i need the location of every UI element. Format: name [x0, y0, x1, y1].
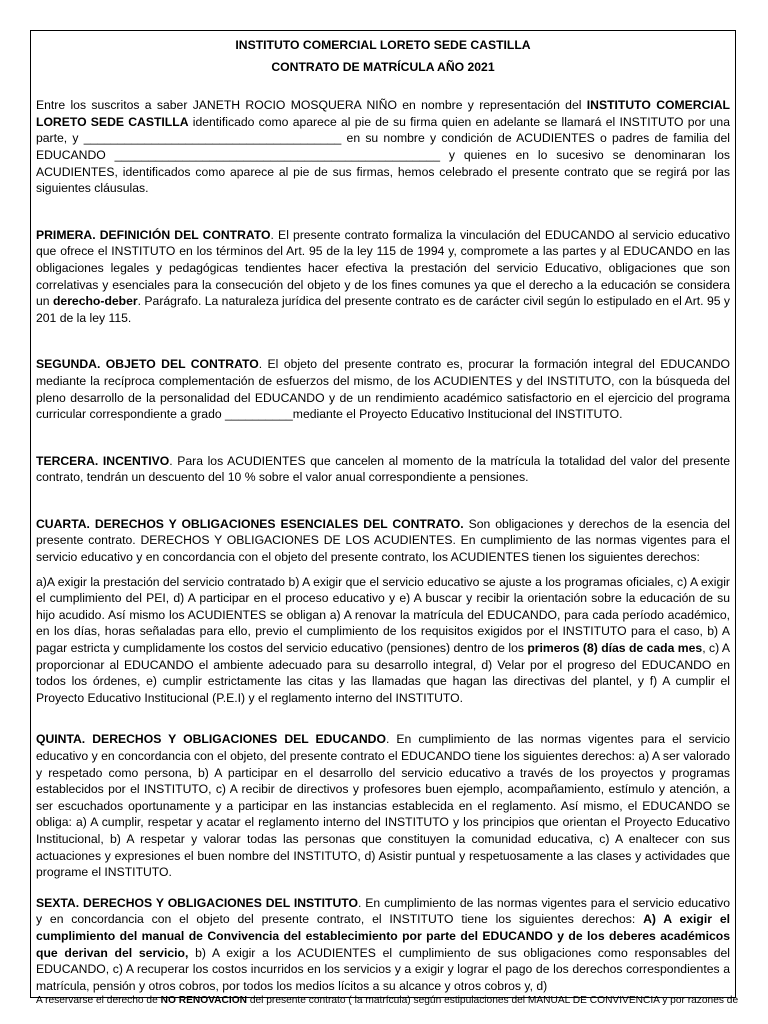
clause-cuarta-list-text: a)A exigir la prestación del servicio contratado b) A exigir que el servicio educativo se ajuste a los programas oficiales, c) A exigir el cumplimiento del PEI, d) A participar en el proceso educativo y e) A buscar y recibir la orientación sobre la educación de su hijo acudido. Así mismo los ACUDIENTES se obligan a) A renovar la matrícula del EDUCANDO, para cada período académico, en los días, horas señaladas para ello, previo el cumplimiento de los requisitos exigidos por el INSTITUTO para el caso, b) A pagar estricta y cumplidamente los costos del servicio educativo (pensiones) dentro de los	[36, 574, 730, 656]
clause-quinta	[36, 731, 730, 880]
clause-sexta-last-text: A reservarse el derecho de	[36, 995, 161, 1007]
clause-cuarta-text: Son obligaciones y derechos de la esencia del presente contrato. DERECHOS Y OBLIGACIONES DE LOS ACUDIENTES. En cumplimiento de las normas vigentes para el servicio educativo y en concordancia con el objeto del presente contrato, los ACUDIENTES tienen los siguientes derechos:	[36, 516, 730, 565]
intro-text-cont: identificado como aparece al pie de su firma quien en adelante se llamará el INSTITUTO por una parte, y ______________________________________ en su nombre y condición de ACUDIENTES o padres de familia del EDUCANDO ________________________________________________ y quienes en lo sucesivo se denominaran los ACUDIENTES, identificados como aparece al pie de sus firmas, hemos celebrado el presente contrato que se regirá por las siguientes cláusulas.	[36, 114, 730, 196]
clause-sexta-text-cont: b) A exigir a los ACUDIENTES el cumplimiento de sus obligaciones como responsables del EDUCANDO, c) A recuperar los costos incurridos en los servicios y a exigir y lograr el pago de los derechos correspondientes a matrícula, pensión y otros cobros, por todos los medios lícitos a su alcance y otros cobros y, d)	[36, 945, 731, 993]
document-content	[36, 37, 739, 1007]
intro-text: Entre los suscritos a saber JANETH ROCIO MOSQUERA NIÑO en nombre y representación del	[36, 98, 587, 113]
clause-quinta-text: . En cumplimiento de las normas vigentes para el servicio educativo y en concordancia con el objeto, del presente contrato el EDUCANDO tiene los siguientes derechos: a) A ser valorado y respetado como persona, b) A participar en el desarrollo del servicio educativo a través de los proyectos y programas establecidos por el INSTITUTO, c) A recibir de directivos y profesores buen ejemplo, acompañamiento, estímulo y atención, a ser escuchados oportunamente y a participar en las instancias establecida en el reglamento. Así mismo, el EDUCANDO se obliga: a) A cumplir, respetar y acatar el reglamento interno del INSTITUTO y los principios que orientan el Proyecto Educativo Institucional, b) A respetar y valorar todas las personas que constituyen la comunidad educativa, c) A enaltecer con sus actuaciones y expresiones el buen nombre del INSTITUTO, d) Asistir puntual y respetuosamente a las clases y actividades que programe el INSTITUTO.	[36, 732, 730, 880]
intro-institute-name: INSTITUTO COMERCIAL LORETO SEDE CASTILLA	[36, 98, 731, 129]
clause-cuarta-emphasis: primeros (8) días de cada mes	[527, 641, 703, 656]
clause-cuarta-list	[36, 574, 730, 707]
clause-cuarta-list-text-cont: , c) A proporcionar al EDUCANDO el ambiente adecuado para su desarrollo integral, d) Velar por el progreso del EDUCANDO en todos los órdenes, e) cumplir estrictamente las citas y las llamadas que hagan las directivas del plantel, y f) A cumplir el Proyecto Educativo Institucional (P.E.I) y el reglamento interno del INSTITUTO.	[36, 641, 730, 705]
clause-tercera-text: . Para los ACUDIENTES que cancelen al momento de la matrícula la totalidad del valor del presente contrato, tendrán un descuento del 10 % sobre el valor anual correspondiente a pensiones.	[36, 453, 730, 485]
clause-primera-text-cont: . Parágrafo. La naturaleza jurídica del presente contrato es de carácter civil según lo estipulado en el Art. 95 y 201 de la ley 115.	[36, 294, 730, 325]
clause-sexta	[36, 895, 730, 995]
clause-primera-emphasis: derecho-deber	[52, 294, 138, 309]
clause-sexta-last-emphasis: NO RENOVACION	[160, 995, 248, 1007]
clause-cuarta-heading: CUARTA. DERECHOS Y OBLIGACIONES ESENCIALES DEL CONTRATO.	[36, 516, 464, 531]
institution-title: INSTITUTO COMERCIAL LORETO SEDE CASTILLA	[235, 38, 531, 52]
clause-sexta-heading: SEXTA. DERECHOS Y OBLIGACIONES DEL INSTITUTO	[36, 895, 358, 910]
clause-tercera-heading: TERCERA. INCENTIVO	[36, 453, 170, 468]
clause-primera-text: . El presente contrato formaliza la vinculación del EDUCANDO al servicio educativo que ofrece el INSTITUTO en los términos del Art. 95 de la ley 115 de 1994 y, compromete a las partes y al EDUCANDO en las obligaciones legales y pedagógicas tendientes hacer efectiva la prestación del servicio Educativo, obligaciones que son correlativas y esenciales para la consecución del objeto y de los fines comunes ya que el derecho a la educación se considera un	[36, 227, 731, 309]
clause-quinta-heading: QUINTA. DERECHOS Y OBLIGACIONES DEL EDUCANDO	[36, 732, 386, 747]
contract-title: CONTRATO DE MATRÍCULA AÑO 2021	[271, 59, 495, 74]
clause-segunda	[36, 356, 730, 422]
intro-paragraph	[36, 97, 730, 197]
clause-cuarta	[36, 516, 730, 566]
clause-sexta-last-text-cont: del presente contrato ( la matrícula) según estipulaciones del MANUAL DE CONVIVENCIA y por razones de	[247, 995, 739, 1007]
clause-sexta-text: . En cumplimiento de las normas vigentes para el servicio educativo y en concordancia con el objeto del presente contrato, el INSTITUTO tiene los siguientes derechos:	[36, 895, 730, 927]
document-page	[30, 30, 739, 1007]
clause-primera	[36, 227, 730, 327]
clause-sexta-emphasis: A) A exigir el cumplimiento del manual de Convivencia del establecimiento por parte del EDUCANDO y de los deberes académicos que derivan del servicio,	[36, 912, 730, 960]
clause-segunda-text: . El objeto del presente contrato es, procurar la formación integral del EDUCANDO mediante la recíproca complementación de esfuerzos del mismo, de los ACUDIENTES y del INSTITUTO, con la búsqueda del pleno desarrollo de la personalidad del EDUCANDO y de un rendimiento académico satisfactorio en el ejercicio del programa curricular correspondiente a grado __________mediante el Proyecto Educativo Institucional del INSTITUTO.	[36, 357, 730, 422]
clause-tercera	[36, 453, 730, 486]
clause-primera-heading: PRIMERA. DEFINICIÓN DEL CONTRATO	[36, 227, 271, 242]
clause-segunda-heading: SEGUNDA. OBJETO DEL CONTRATO	[36, 357, 259, 372]
clause-sexta-last-line	[36, 994, 739, 1007]
